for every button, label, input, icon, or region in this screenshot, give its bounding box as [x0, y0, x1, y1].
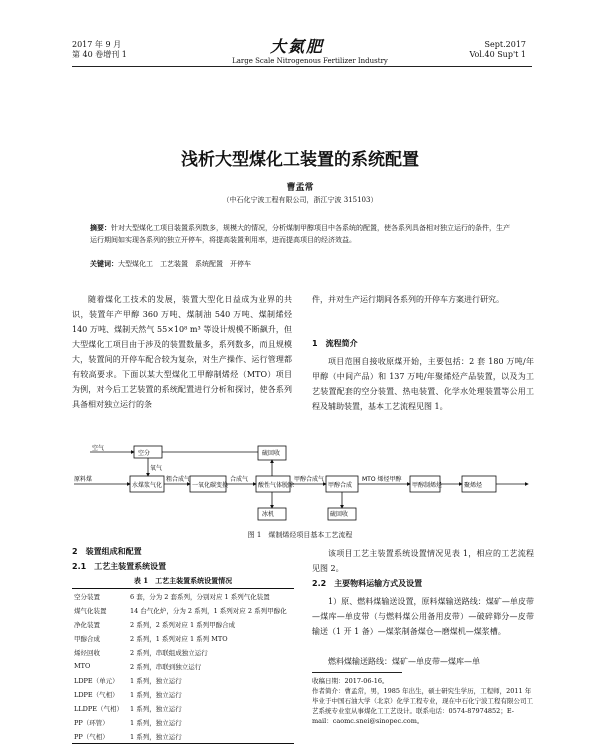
- table-cell-unit: 烯烃回收: [74, 648, 100, 657]
- fig-label-gasifier: 水煤浆气化: [132, 482, 163, 489]
- abstract: [90, 222, 510, 246]
- fig-label-refrigeration: 冰机: [262, 511, 275, 518]
- table-cell-unit: LLDPE（气相）: [74, 704, 123, 713]
- section-1-heading: 1 流程简介: [312, 339, 358, 348]
- header-date-en: Sept.2017: [484, 40, 526, 49]
- keywords: [90, 258, 510, 270]
- table-cell-config: 1 系列，独立运行: [130, 704, 182, 713]
- section-2-heading: 2 装置组成和配置: [72, 547, 142, 556]
- fig-label-olefin: 甲醇制烯烃: [412, 482, 443, 489]
- table-cell-config: 2 系列，1 系列对应 1 系列 MTO: [130, 634, 228, 643]
- table-row: [72, 617, 294, 631]
- table-cell-unit: PP（环管）: [74, 718, 109, 727]
- section-1-text: 项目范围自接收原煤开始，主要包括：2 套 180 万吨/年甲醇（中间产品）和 137 万吨/年聚烯烃产品装置，以及为工艺装置配套的空分装置、热电装置、化学水处理装置等公用工程及辅助装置，基本工艺流程见图 1。: [312, 357, 534, 411]
- footnote-received: 收稿日期：2017-06-16。: [312, 677, 389, 685]
- footnote-divider: [312, 672, 402, 673]
- process-flow-diagram: [72, 442, 532, 528]
- header-volume: 第 40 卷增刊 1: [72, 50, 127, 59]
- header-date: 2017 年 9 月: [72, 40, 122, 49]
- fig-label-air: 空气: [92, 445, 105, 452]
- system-config-table-wrap: [72, 588, 294, 744]
- system-config-table: [72, 588, 294, 744]
- table-row: [72, 673, 294, 687]
- fig-label-crude-syngas: 粗合成气: [166, 476, 191, 483]
- table-cell-unit: 煤气化装置: [74, 606, 107, 615]
- header-left: [72, 40, 127, 60]
- table-cell-config: 14 台气化炉，分为 2 系列，1 系列对应 2 系列甲醇化: [130, 606, 287, 615]
- table-cell-unit: LDPE（单元）: [74, 676, 119, 685]
- page-title: 浅析大型煤化工装置的系统配置: [181, 150, 419, 170]
- fig-label-synthesis-gas: 甲醇合成气: [294, 476, 325, 483]
- table-row: [72, 589, 294, 604]
- table-cell-config: 6 套，分为 2 套系列，分别对应 1 系列气化装置: [130, 592, 270, 601]
- right-lower-intro: 该项目工艺主装置系统设置情况见表 1，相应的工艺流程见图 2。: [312, 549, 534, 573]
- header-divider: [72, 66, 532, 67]
- fig-label-agr: 酸性气体脱除: [258, 482, 295, 489]
- table-cell-unit: 净化装置: [74, 620, 100, 629]
- body-left-intro: 随着煤化工技术的发展，装置大型化日益成为业界的共识，装置年产甲醇 360 万吨、煤制油 540 万吨、煤制烯烃 140 万吨、煤制天然气 55×10⁸ m³ 等设计规模不断飙升，但大型煤化工项目由于涉及的装置数量多，系列数多，而且规模大，装置间的开停车配合较为复杂，对生产操作、运行管理都有较高要求。下面以某大型煤化工甲醇制烯烃（MTO）项目为例，对今后工艺装置的系统配置进行分析和探讨，使各系列具备相对独立运行的条: [72, 295, 292, 409]
- fig-label-polyolefin: 聚烯烃: [464, 482, 483, 489]
- process-flow-figure: [72, 442, 532, 528]
- footnote-bio: 作者简介：曹孟常，男，1985 年出生，硕士研究生学历，工程师，2011 年毕业于中国石油大学（北京）化学工程专业，现在中石化宁波工程有限公司工艺系统专业室从事煤化工工艺设计。联系电话：0574-87974852；E-mail：caomc.snei@sinopec.com。: [312, 687, 533, 725]
- table-caption: 表 1 工艺主装置系统设置情况: [133, 576, 233, 585]
- header-volume-en: Vol.40 Sup't 1: [469, 50, 526, 59]
- table-row: [72, 659, 294, 673]
- keywords-text: 大型煤化工 工艺装置 系统配置 开停车: [118, 260, 251, 268]
- fig-label-mto-methanol: MTO 烯烃甲醇: [362, 476, 402, 483]
- table-cell-config: 1 系列，独立运行: [130, 690, 182, 699]
- fig-label-oxygen: 氧气: [150, 465, 163, 472]
- table-row: [72, 701, 294, 715]
- fig-label-asu: 空分: [138, 450, 151, 457]
- fig-label-shift: 一氧化碳变换: [192, 482, 229, 489]
- table-cell-config: 1 系列，独立运行: [130, 676, 182, 685]
- fig-label-syngas: 合成气: [230, 476, 249, 483]
- author: 曹孟常: [286, 183, 314, 193]
- table-row: [72, 603, 294, 617]
- section-2-2-para-1: 1）原、燃料煤输送设置，原料煤输送路线：煤矿—单皮带—煤库—单皮带（与燃料煤公用备用皮带）—破碎筛分—皮带输送（1 开 1 备）—煤浆制备煤仓—磨煤机—煤浆槽。: [312, 597, 534, 636]
- body-right-intro: 件，并对生产运行期间各系列的开停车方案进行研究。: [312, 295, 504, 304]
- table-cell-config: 2 系列，串联到独立运行: [130, 662, 202, 671]
- abstract-label: 摘要：: [90, 224, 111, 232]
- table-cell-unit: LDPE（气相）: [74, 690, 119, 699]
- fig-label-claus: 硫回收: [262, 450, 281, 457]
- figure-caption: 图 1 煤制烯烃项目基本工艺流程: [247, 531, 353, 539]
- abstract-text: 针对大型煤化工项目装置系列数多，规模大的情况，分析煤制甲醇项目中各系统的配置，使各系列具备相对独立运行的条件，生产运行期间如实现各系列的独立开停车，将提高装置利用率，进而提高项目的经济效益。: [90, 224, 510, 244]
- fig-label-raw-coal: 原料煤: [74, 476, 93, 483]
- table-row: [72, 645, 294, 659]
- table-cell-unit: 甲醇合成: [74, 634, 100, 643]
- fig-label-sulfur-recovery: 硫回收: [330, 511, 349, 518]
- fig-label-methanol-synthesis: 甲醇合成: [328, 482, 353, 489]
- table-row: [72, 631, 294, 645]
- section-2-1-heading: 2.1 工艺主装置系统设置: [72, 562, 167, 571]
- table-cell-config: 1 系列，独立运行: [130, 718, 182, 727]
- table-row: [72, 729, 294, 744]
- keywords-label: 关键词：: [90, 260, 118, 268]
- table-row: [72, 687, 294, 701]
- header-logo: 大氮肥: [270, 37, 325, 56]
- header-journal-name: Large Scale Nitrogenous Fertilizer Industry: [232, 57, 388, 65]
- table-cell-unit: MTO: [74, 662, 91, 670]
- section-2-2-heading: 2.2 主要物料运输方式及设置: [312, 579, 423, 588]
- table-cell-unit: PP（气相）: [74, 732, 109, 741]
- affiliation: （中石化宁波工程有限公司，浙江宁波 315103）: [222, 196, 378, 204]
- footnote: [312, 676, 534, 726]
- table-cell-config: 2 系列，2 系列对应 1 系列甲醇合成: [130, 620, 236, 629]
- table-row: [72, 715, 294, 729]
- table-cell-config: 1 系列，独立运行: [130, 732, 182, 741]
- section-2-2-para-2: 燃料煤输送路线：煤矿—单皮带—煤库—单: [328, 657, 480, 666]
- header-right: [470, 40, 526, 60]
- table-cell-unit: 空分装置: [74, 592, 100, 601]
- table-cell-config: 2 系列，串联组成独立运行: [130, 648, 208, 657]
